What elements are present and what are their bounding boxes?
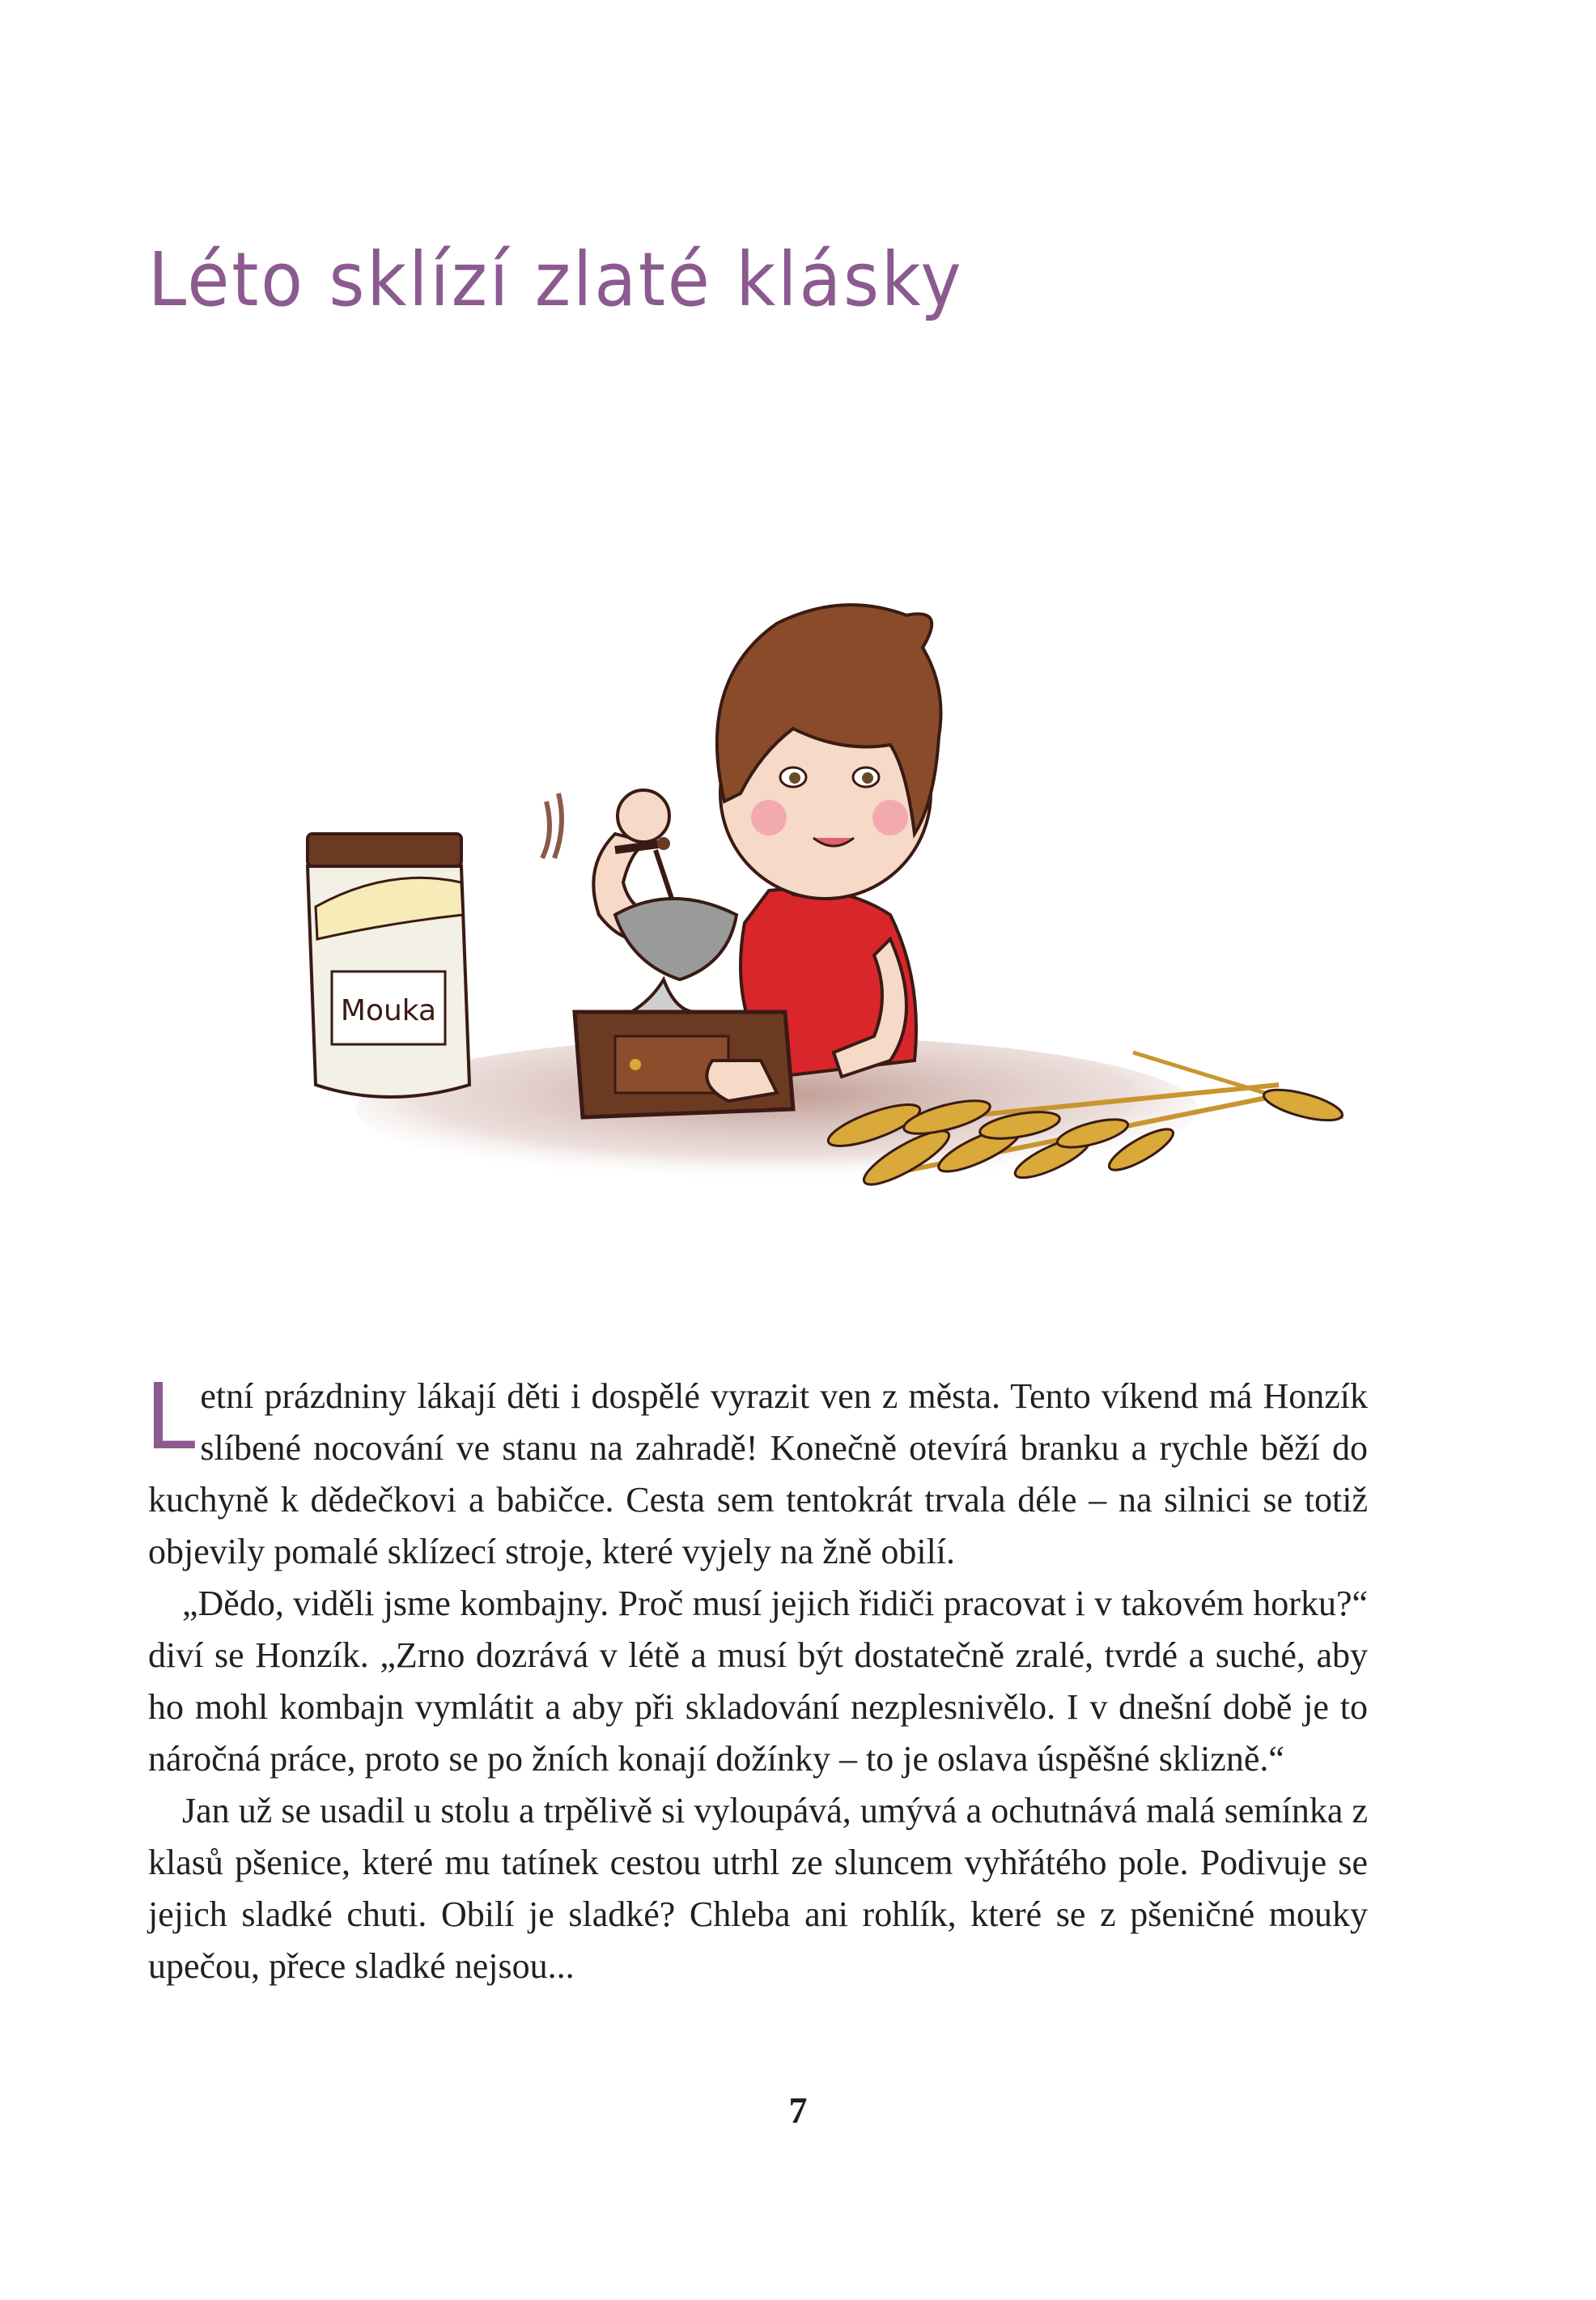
flour-jar [308, 834, 469, 1097]
chapter-title: Léto sklízí zlaté klásky [148, 236, 964, 323]
paragraph-1-text: etní prázdniny lákají děti i dospělé vyrazit ven z města. Tento víkend má Honzík slíbené nocování ve stanu na zahradě! Konečně otevírá branku a rychle běží do kuchyně k dědečkovi a babičce. Cesta sem tentokrát trvala déle – na silnici se totiž objevily pomalé sklízecí stroje, které vyjely na žně obilí. [148, 1376, 1368, 1571]
paragraph-1 [145, 1365, 1368, 1578]
page-number: 7 [788, 2090, 808, 2131]
drop-cap: L [145, 1365, 196, 1470]
motion-lines [542, 793, 562, 858]
jar-label: Mouka [340, 994, 437, 1027]
paragraph-3: Jan už se usadil u stolu a trpělivě si vyloupává, umývá a ochutnává malá semínka z klasů pšenice, které mu tatínek cestou utrhl ze sluncem vyhřátého pole. Podivuje se jejich sladké chuti. Obilí je sladké? Chleba ani rohlík, které se z pšeničné mouky upečou, přece sladké nejsou... [148, 1791, 1368, 1986]
paragraph-2: „Dědo, viděli jsme kombajny. Proč musí jejich řidiči pracovat i v takovém horku?“ diví se Honzík. „Zrno dozrává v létě a musí být dostatečně zralé, tvrdé a suché, aby ho mohl kombajn vymlátit a aby při skladování nezplesnivělo. I v dnešní době je to náročná práce, proto se po žních konají dožínky – to je oslava úspěšné sklizně.“ [148, 1584, 1368, 1779]
boy-grinding-grain-illustration [275, 559, 1360, 1271]
body-text [145, 1365, 1368, 1992]
